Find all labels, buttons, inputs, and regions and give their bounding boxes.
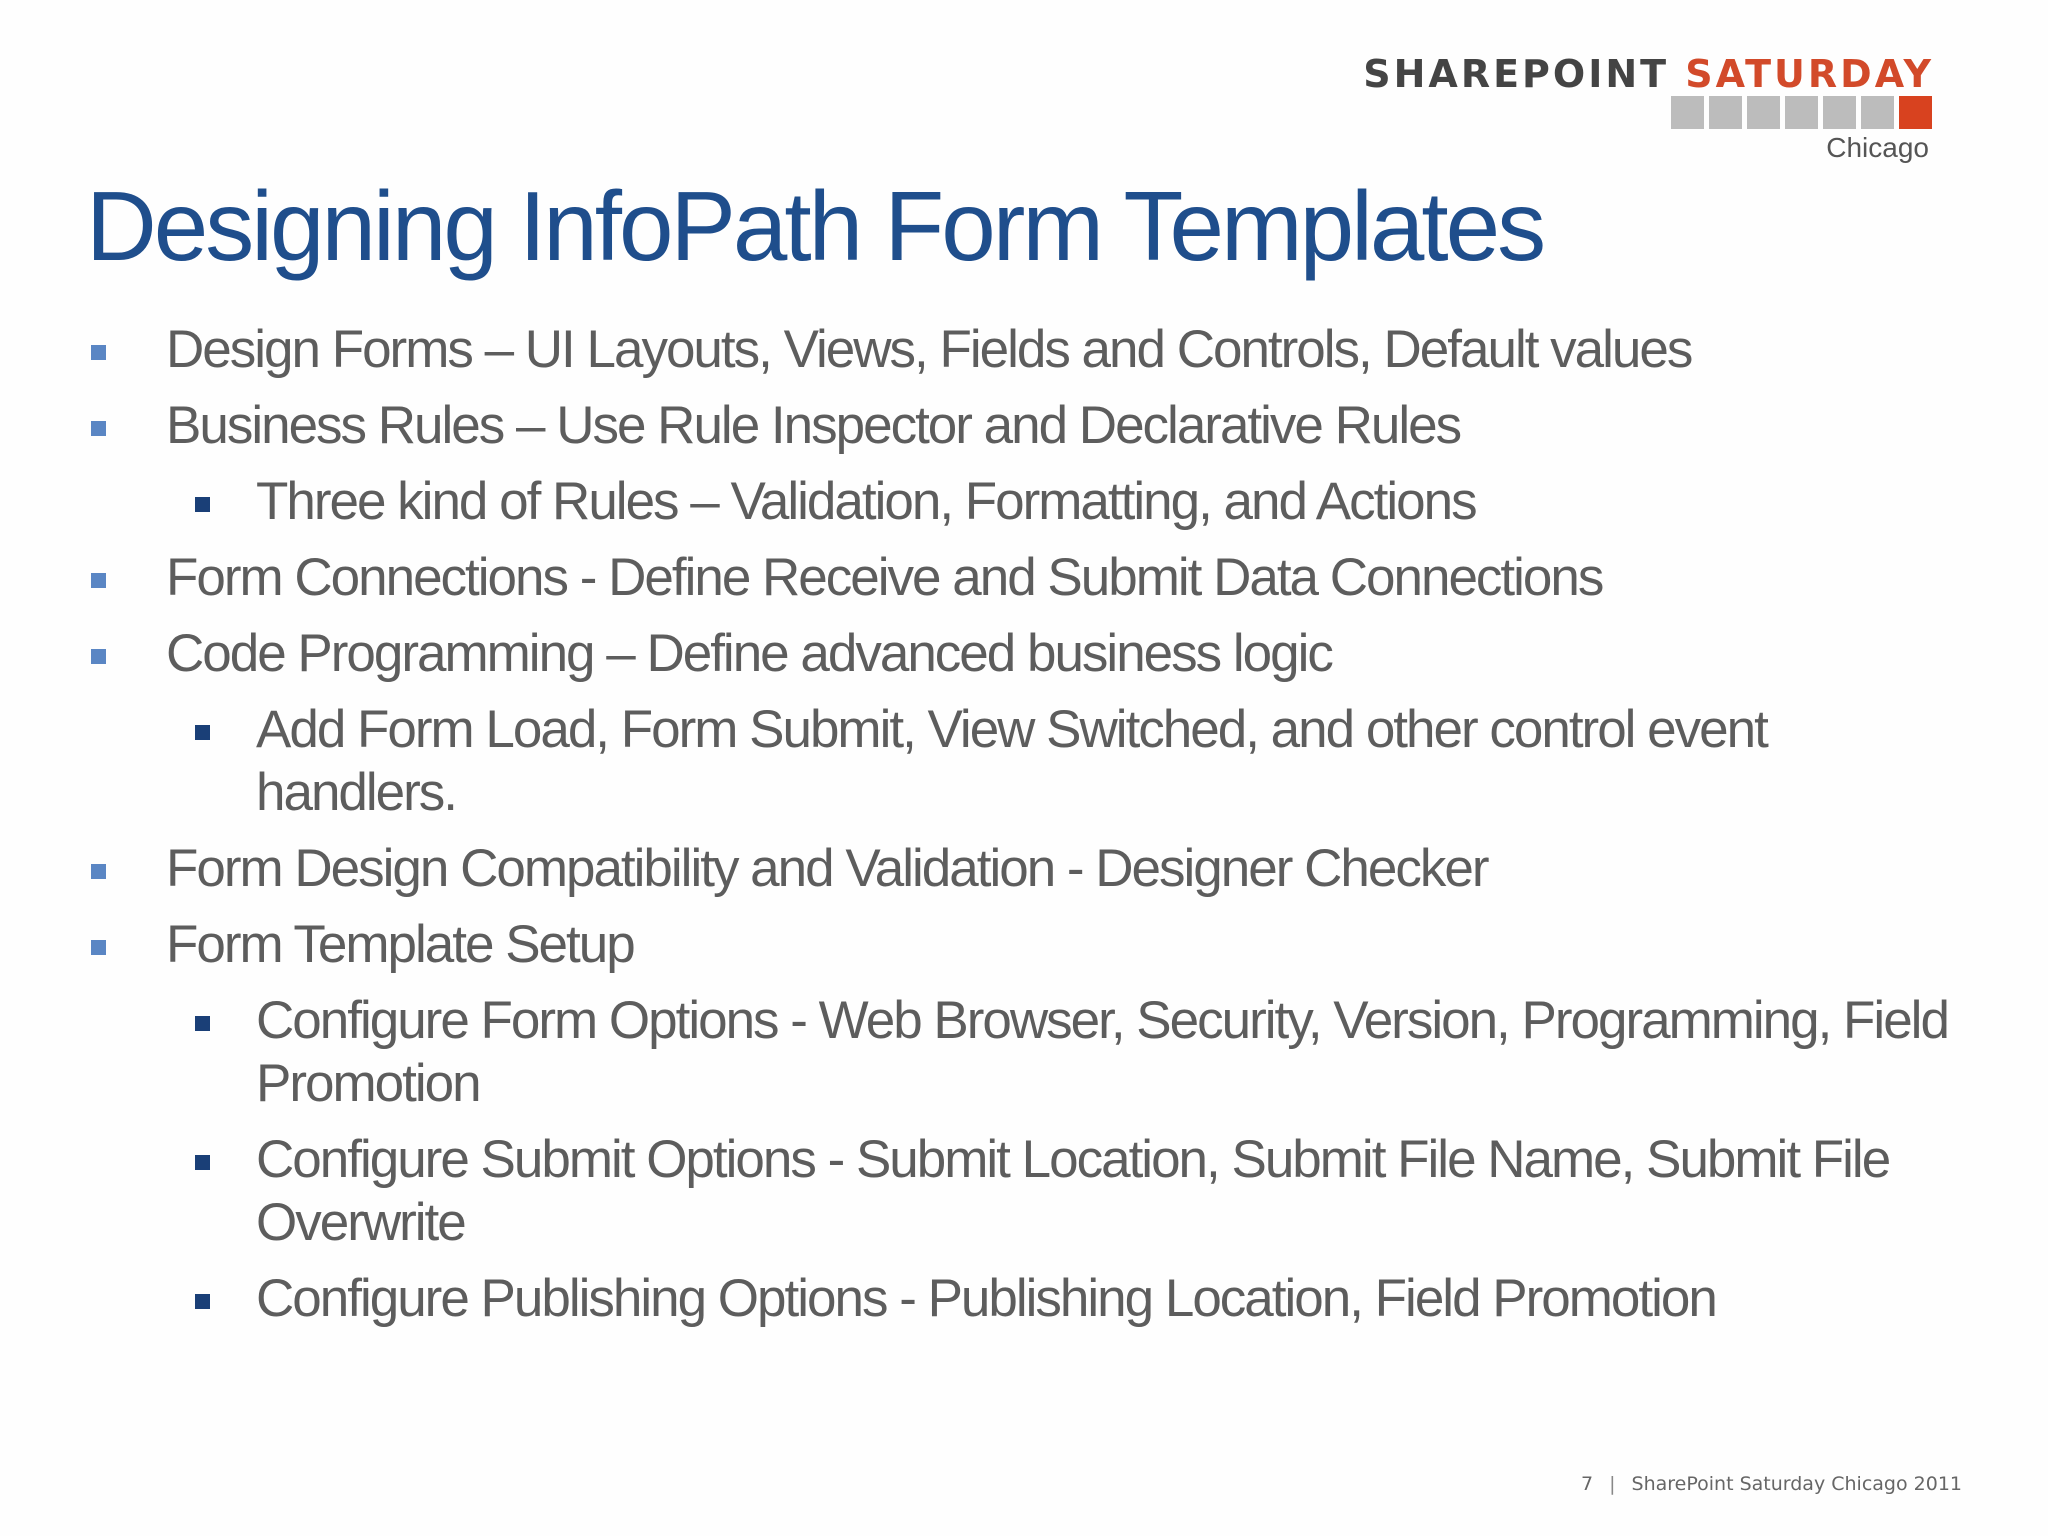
logo-square bbox=[1823, 96, 1856, 129]
bullet-list bbox=[0, 318, 2048, 1343]
bullet-text: Design Forms – UI Layouts, Views, Fields and Controls, Default values bbox=[166, 320, 1692, 379]
bullet-square-icon bbox=[195, 1294, 210, 1309]
bullet-text: Business Rules – Use Rule Inspector and Declarative Rules bbox=[166, 396, 1461, 455]
bullet-item bbox=[0, 837, 2048, 900]
bullet-square-icon bbox=[91, 649, 106, 664]
bullet-text: Form Design Compatibility and Validation - Designer Checker bbox=[166, 839, 1488, 898]
footer-text: SharePoint Saturday Chicago 2011 bbox=[1631, 1473, 1962, 1495]
logo-square-accent bbox=[1899, 96, 1932, 129]
bullet-item bbox=[0, 622, 2048, 685]
bullet-text: Configure Submit Options - Submit Location, Submit File Name, Submit File Overwrite bbox=[256, 1130, 1890, 1252]
bullet-text: Configure Form Options - Web Browser, Security, Version, Programming, Field Promotion bbox=[256, 991, 1948, 1113]
slide-footer bbox=[1581, 1473, 1962, 1495]
bullet-item bbox=[0, 913, 2048, 976]
bullet-text: Code Programming – Define advanced business logic bbox=[166, 624, 1332, 683]
bullet-square-icon bbox=[195, 1155, 210, 1170]
slide-title: Designing InfoPath Form Templates bbox=[86, 171, 1544, 281]
bullet-item bbox=[0, 394, 2048, 457]
logo-wordmark bbox=[1363, 52, 1934, 96]
logo-squares bbox=[1671, 96, 1932, 129]
bullet-item bbox=[0, 546, 2048, 609]
bullet-square-icon bbox=[195, 725, 210, 740]
logo-square bbox=[1709, 96, 1742, 129]
footer-separator: | bbox=[1609, 1473, 1616, 1495]
bullet-text: Three kind of Rules – Validation, Formatting, and Actions bbox=[256, 472, 1476, 531]
bullet-square-icon bbox=[91, 940, 106, 955]
bullet-square-icon bbox=[195, 1016, 210, 1031]
bullet-square-icon bbox=[91, 864, 106, 879]
bullet-text: Form Template Setup bbox=[166, 915, 634, 974]
logo-square bbox=[1671, 96, 1704, 129]
logo-word-sharepoint: SHAREPOINT bbox=[1363, 52, 1670, 96]
logo-square bbox=[1747, 96, 1780, 129]
bullet-square-icon bbox=[91, 421, 106, 436]
bullet-square-icon bbox=[91, 573, 106, 588]
sub-bullet-item bbox=[0, 1267, 2048, 1330]
sharepoint-saturday-logo bbox=[1340, 52, 1940, 162]
sub-bullet-item bbox=[0, 1128, 2048, 1254]
bullet-text: Configure Publishing Options - Publishing Location, Field Promotion bbox=[256, 1269, 1716, 1328]
logo-city: Chicago bbox=[1826, 132, 1929, 163]
logo-square bbox=[1785, 96, 1818, 129]
sub-bullet-item bbox=[0, 698, 2048, 824]
bullet-text: Form Connections - Define Receive and Submit Data Connections bbox=[166, 548, 1603, 607]
logo-word-saturday: SATURDAY bbox=[1685, 52, 1934, 96]
bullet-item bbox=[0, 318, 2048, 381]
logo-square bbox=[1861, 96, 1894, 129]
sub-bullet-item bbox=[0, 470, 2048, 533]
sub-bullet-item bbox=[0, 989, 2048, 1115]
bullet-square-icon bbox=[195, 497, 210, 512]
page-number: 7 bbox=[1581, 1473, 1594, 1495]
bullet-square-icon bbox=[91, 345, 106, 360]
bullet-text: Add Form Load, Form Submit, View Switched, and other control event handlers. bbox=[256, 700, 1767, 822]
